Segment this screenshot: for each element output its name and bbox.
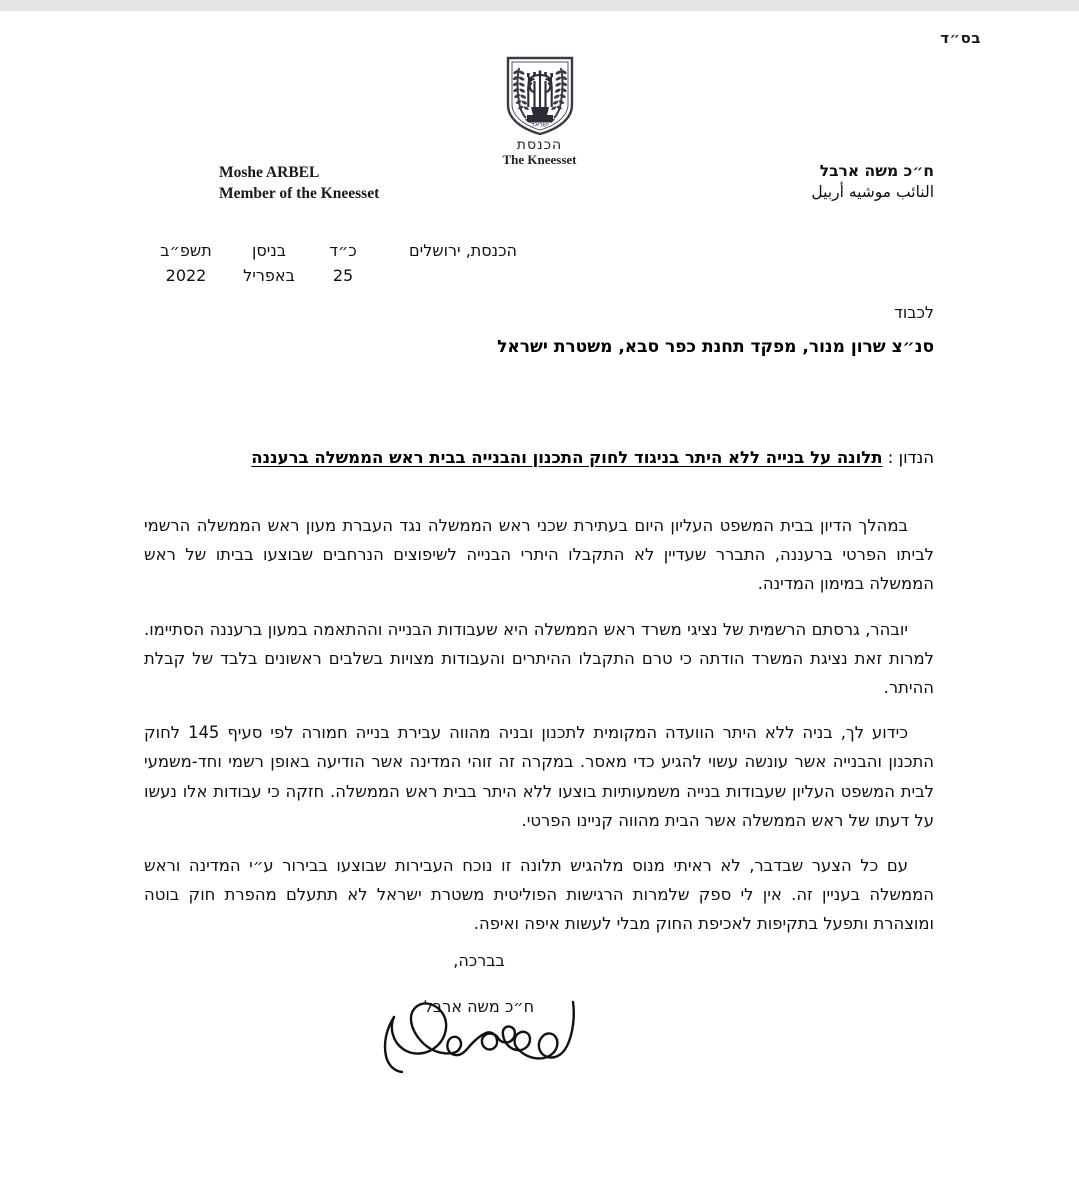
body-paragraph-4: עם כל הצער שבדבר, לא ראיתי מנוס מלהגיש תלונה זו נוכח העבירות שבוצעו בבירור ע״י המדינה וראש הממשלה בעניין זה. אין לי ספק שלמרות הרגישות הפוליטית משטרת ישראל לא תתעלם מהפרת חוק בוטה ומוצהרת ותפעל בתקיפות לאכיפת החוק מבלי לעשות איפה ואיפה. xyxy=(144,856,934,934)
letter-page xyxy=(0,11,1079,1185)
member-hebrew-name: ח״כ משה ארבל xyxy=(819,162,934,180)
knesset-emblem-block xyxy=(0,55,1079,168)
date-gregorian-month: באפריל xyxy=(243,265,295,285)
date-block xyxy=(137,239,517,289)
emblem-english-caption: The Kneesset xyxy=(502,152,577,168)
date-gregorian-day: 25 xyxy=(332,265,354,285)
body-paragraph-2: יובהר, גרסתם הרשמית של נציגי משרד ראש הממשלה היא שעבודות הבנייה וההתאמה במעון ברעננה הסתיימו. למרות זאת נציגת המשרד הודתה כי טרם התקבלו ההיתרים והעבודות מצויות בשלבים ראשונים בלבד של קבלת ההיתר. xyxy=(144,619,934,698)
member-english-title: Member of the Kneesset xyxy=(219,184,380,202)
israel-state-emblem-icon xyxy=(503,55,577,137)
signature-greeting: בברכה, xyxy=(453,951,505,970)
subject-label: הנדון : xyxy=(887,448,934,467)
date-line-gregorian xyxy=(137,264,517,289)
date-hebrew-day: כ״ד xyxy=(329,241,357,260)
member-english-name: Moshe ARBEL xyxy=(219,164,320,181)
recipient-name: סנ״צ שרון מנור, מפקד תחנת כפר סבא, משטרת ישראל xyxy=(497,337,934,357)
top-gray-band xyxy=(0,0,1079,11)
date-hebrew-year: תשפ״ב xyxy=(160,241,212,260)
date-hebrew-month: בניסן xyxy=(252,241,286,260)
member-english-identity xyxy=(219,163,379,205)
body-paragraph-3: כידוע לך, בניה ללא היתר הוועדה המקומית לתכנון ובניה מהווה עבירת בנייה חמורה לפי סעיף 145 לחוק התכנון והבנייה אשר עונשה עשוי להגיע כדי מאסר. במקרה זה זוהי המדינה אשר הודיעה באופן רשמי וחד-משמעי לבית המשפט העליון שעבודות בנייה משמעותיות בוצעו ללא היתר בבית ראש הממשלה. חזקה כי עבודות אלו נעשו על דעתו של ראש הממשלה אשר הבית מהווה קניינו הפרטי. xyxy=(144,723,934,830)
letter-body xyxy=(144,511,934,939)
member-hebrew-arabic-identity xyxy=(811,161,934,203)
emblem-hebrew-caption: הכנסת xyxy=(516,137,563,153)
salutation-label: לכבוד xyxy=(894,303,934,322)
subject-line xyxy=(251,448,934,467)
body-paragraph-1: במהלך הדיון בבית המשפט העליון היום בעתירת שכני ראש הממשלה נגד העברת מעון ראש הממשלה הרשמי לביתו הפרטי ברעננה, התברר שעדיין לא התקבלו היתרי הבנייה לשיפוצים הנרחבים שבוצעו בביתו של ראש הממשלה במימון המדינה. xyxy=(144,516,934,594)
date-place: הכנסת, ירושלים xyxy=(409,241,517,260)
signature-name: ח״כ משה ארבל xyxy=(423,997,535,1016)
signature-block xyxy=(359,951,599,1016)
bsd-header: בס״ד xyxy=(940,29,981,47)
date-place-spacer xyxy=(369,264,517,289)
date-line-hebrew xyxy=(137,239,517,264)
member-arabic-name: النائب موشيه أربيل xyxy=(811,183,934,202)
svg-text:ישראל: ישראל xyxy=(530,120,549,129)
date-gregorian-year: 2022 xyxy=(165,265,207,285)
subject-text: תלונה על בנייה ללא היתר בניגוד לחוק התכנון והבנייה בבית ראש הממשלה ברעננה xyxy=(251,448,883,467)
